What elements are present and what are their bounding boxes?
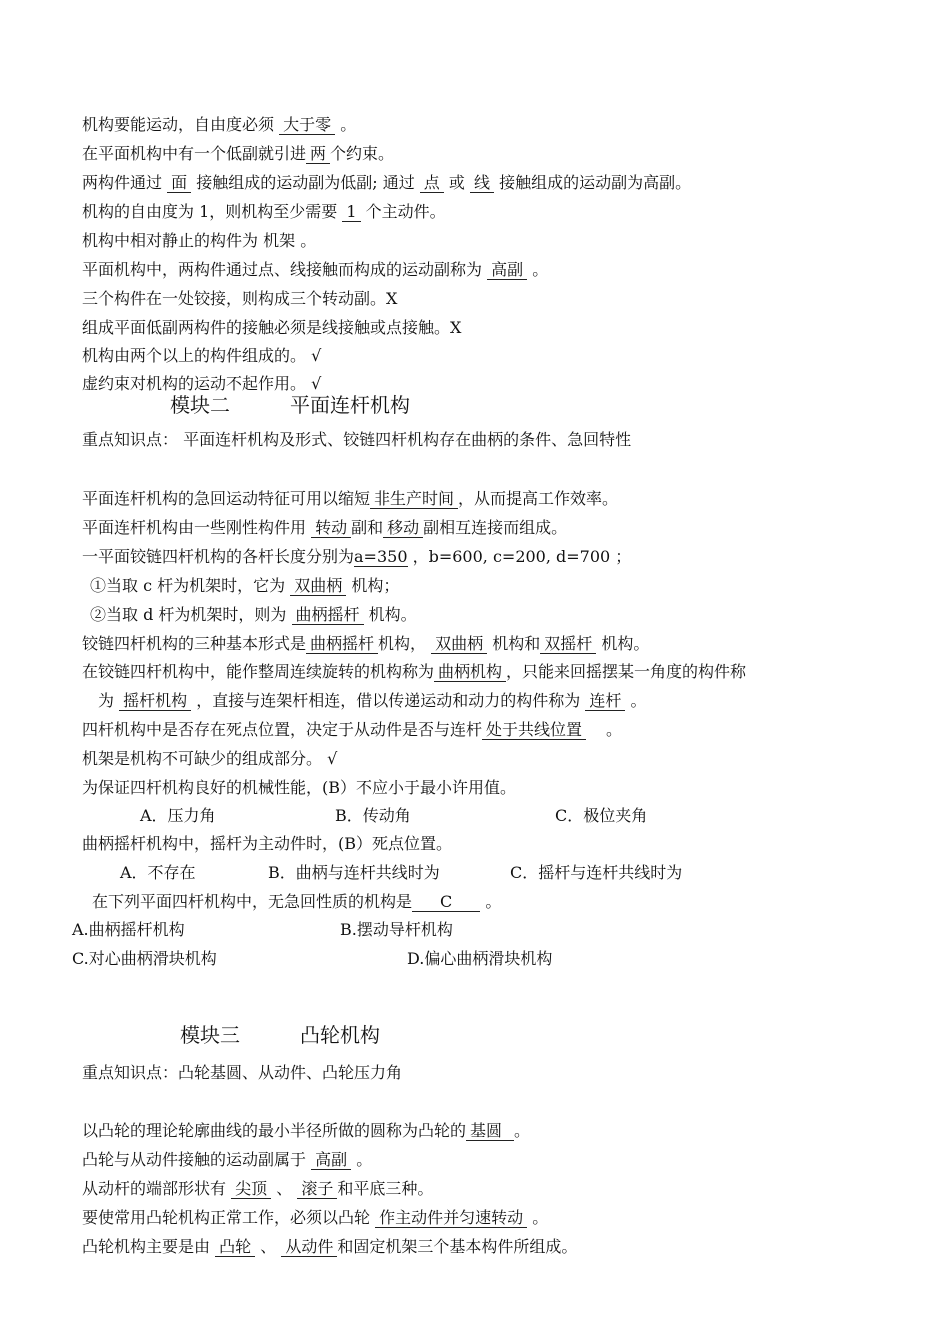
answer-blank: 非生产时间 bbox=[370, 489, 458, 509]
question-2-9-opt-a: A．不存在 bbox=[120, 863, 196, 882]
module-3-title: 模块三 凸轮机构 bbox=[180, 1023, 380, 1047]
answer-blank: 移动 bbox=[383, 518, 423, 538]
statement-3-2: 凸轮与从动件接触的运动副属于 高副 。 bbox=[82, 1150, 373, 1169]
statement-1-9: 机构由两个以上的构件组成的。 √ bbox=[82, 346, 322, 365]
statement-1-7: 三个构件在一处铰接，则构成三个转动副。X bbox=[82, 289, 398, 308]
answer-blank: 曲柄机构 bbox=[434, 662, 506, 682]
answer-blank: 尖顶 bbox=[231, 1179, 271, 1199]
answer-blank: 滚子 bbox=[297, 1179, 337, 1199]
statement-2-5: 在铰链四杆机构中，能作整周连续旋转的机构称为 曲柄机构 ，只能来回摇摆某一角度的构件称 bbox=[82, 662, 747, 681]
answer-blank: 从动件 bbox=[281, 1237, 337, 1257]
answer-blank: 作主动件并匀速转动 bbox=[375, 1208, 527, 1228]
answer-blank: 曲柄摇杆 bbox=[306, 634, 378, 654]
answer-blank: 大于零 bbox=[279, 115, 335, 135]
statement-1-10: 虚约束对机构的运动不起作用。 √ bbox=[82, 374, 322, 393]
question-2-10-opt-c: C.对心曲柄滑块机构 bbox=[72, 949, 217, 968]
statement-1-3: 两构件通过 面 接触组成的运动副为低副; 通过 点 或 线 接触组成的运动副为高副。 bbox=[82, 173, 692, 192]
statement-1-4: 机构的自由度为 1，则机构至少需要 1 个主动件。 bbox=[82, 202, 446, 221]
statement-3-1: 以凸轮的理论轮廓曲线的最小半径所做的圆称为凸轮的 基圆 。 bbox=[82, 1121, 531, 1140]
answer-blank: 高副 bbox=[487, 260, 527, 280]
answer-blank: 机架 bbox=[263, 231, 296, 250]
statement-2-7: 机架是机构不可缺少的组成部分。 √ bbox=[82, 749, 338, 768]
question-2-9-opt-c: C．摇杆与连杆共线时为 bbox=[510, 863, 683, 882]
statement-2-3a: ①当取 c 杆为机架时，它为 双曲柄 机构； bbox=[90, 576, 400, 595]
answer-blank: 双曲柄 bbox=[290, 576, 346, 596]
question-2-8-opt-b: B．传动角 bbox=[335, 806, 411, 825]
statement-1-6: 平面机构中，两构件通过点、线接触而构成的运动副称为 高副 。 bbox=[82, 260, 549, 279]
statement-2-5-cont: 为 摇杆机构 ，直接与连架杆相连，借以传递运动和动力的构件称为 连杆 。 bbox=[98, 691, 647, 710]
question-2-9: 曲柄摇杆机构中，摇杆为主动件时，(B）死点位置。 bbox=[82, 834, 453, 853]
answer-blank: 连杆 bbox=[585, 691, 625, 711]
answer-blank: 曲柄摇杆 bbox=[292, 605, 364, 625]
statement-2-6: 四杆机构中是否存在死点位置，决定于从动件是否与连杆 处于共线位置 。 bbox=[82, 720, 623, 739]
statement-2-2: 平面连杆机构由一些刚性构件用 转动 副和 移动 副相互连接而组成。 bbox=[82, 518, 568, 537]
question-2-8-opt-a: A．压力角 bbox=[140, 806, 216, 825]
question-2-10-opt-a: A.曲柄摇杆机构 bbox=[72, 920, 185, 939]
statement-1-5: 机构中相对静止的构件为 机架 。 bbox=[82, 231, 317, 250]
question-2-8: 为保证四杆机构良好的机械性能，(B）不应小于最小许用值。 bbox=[82, 778, 517, 797]
answer-blank: 转动 bbox=[311, 518, 351, 538]
statement-3-3: 从动杆的端部形状有 尖顶 、 滚子 和平底三种。 bbox=[82, 1179, 434, 1198]
answer-blank: 凸轮 bbox=[215, 1237, 255, 1257]
answer-blank: C bbox=[412, 892, 480, 912]
answer-blank: 两 bbox=[306, 144, 330, 164]
answer-blank: 线 bbox=[470, 173, 494, 193]
answer-blank: 双曲柄 bbox=[431, 634, 487, 654]
question-2-10: 在下列平面四杆机构中，无急回性质的机构是 C 。 bbox=[92, 892, 502, 911]
statement-3-5: 凸轮机构主要是由 凸轮 、 从动件 和固定机架三个基本构件所组成。 bbox=[82, 1237, 578, 1256]
answer-blank: 高副 bbox=[311, 1150, 351, 1170]
question-2-8-opt-c: C．极位夹角 bbox=[555, 806, 648, 825]
statement-2-1: 平面连杆机构的急回运动特征可用以缩短 非生产时间 ，从而提高工作效率。 bbox=[82, 489, 619, 508]
module-2-key-points: 重点知识点： 平面连杆机构及形式、铰链四杆机构存在曲柄的条件、急回特性 bbox=[82, 430, 632, 449]
statement-2-4: 铰链四杆机构的三种基本形式是 曲柄摇杆 机构， 双曲柄 机构和 双摇杆 机构。 bbox=[82, 634, 650, 653]
answer-blank: a=350 bbox=[354, 547, 408, 566]
question-2-9-opt-b: B．曲柄与连杆共线时为 bbox=[268, 863, 440, 882]
question-2-10-opt-d: D.偏心曲柄滑块机构 bbox=[407, 949, 553, 968]
answer-blank: 双摇杆 bbox=[540, 634, 596, 654]
statement-1-8: 组成平面低副两构件的接触必须是线接触或点接触。X bbox=[82, 318, 462, 337]
statement-1-2: 在平面机构中有一个低副就引进 两 个约束。 bbox=[82, 144, 395, 163]
answer-blank: 1 bbox=[342, 202, 360, 222]
statement-3-4: 要使常用凸轮机构正常工作，必须以凸轮 作主动件并匀速转动 。 bbox=[82, 1208, 549, 1227]
statement-2-3: 一平面铰链四杆机构的各杆长度分别为a=350 ，b=600, c=200, d=700 ； bbox=[82, 547, 632, 566]
answer-blank: 面 bbox=[167, 173, 191, 193]
answer-blank: 点 bbox=[420, 173, 444, 193]
module-2-title: 模块二 平面连杆机构 bbox=[170, 393, 410, 417]
answer-blank: 基圆 bbox=[466, 1121, 514, 1141]
question-2-10-opt-b: B.摆动导杆机构 bbox=[340, 920, 453, 939]
statement-1-1: 机构要能运动，自由度必须 大于零 。 bbox=[82, 115, 357, 134]
statement-2-3b: ②当取 d 杆为机架时，则为 曲柄摇杆 机构。 bbox=[90, 605, 417, 624]
answer-blank: 处于共线位置 bbox=[482, 720, 586, 740]
module-3-key-points: 重点知识点：凸轮基圆、从动件、凸轮压力角 bbox=[82, 1063, 403, 1082]
answer-blank: 摇杆机构 bbox=[119, 691, 191, 711]
